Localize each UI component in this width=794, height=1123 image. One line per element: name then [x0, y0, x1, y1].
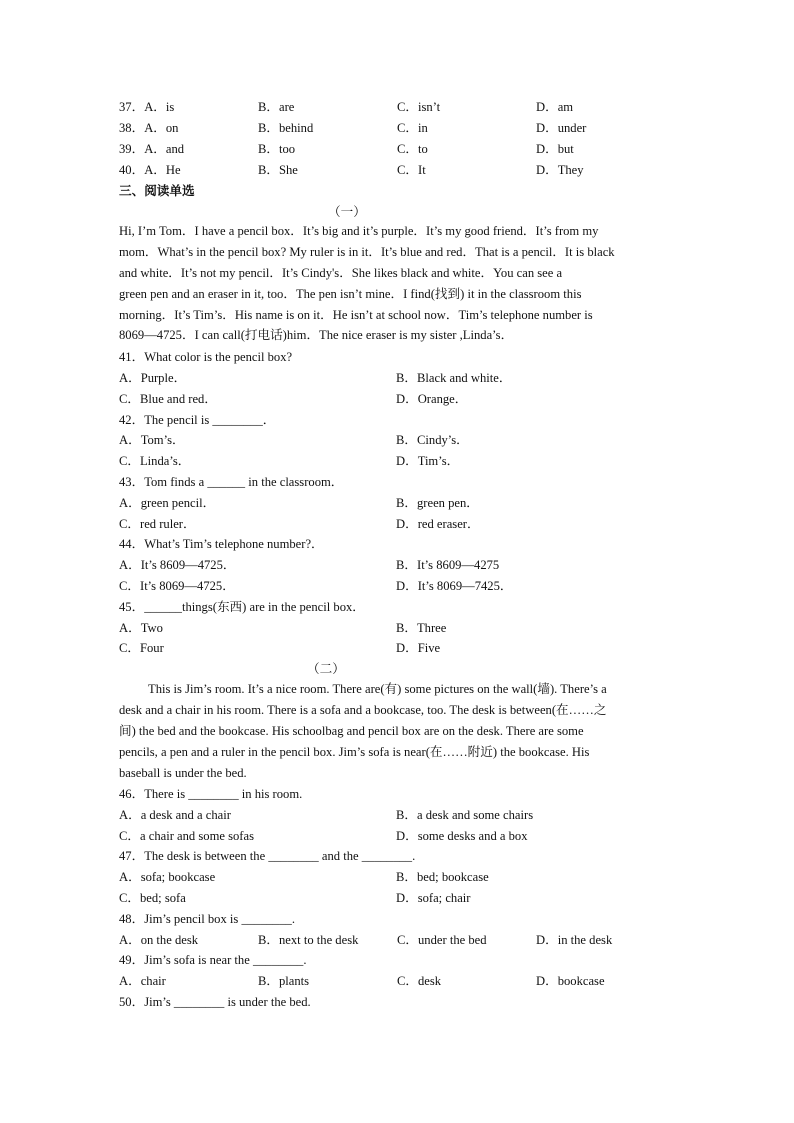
option-c: C．Four [119, 641, 164, 655]
passage-line: 间) the bed and the bookcase. His schoolbag and pencil box are on the desk. There are some [119, 723, 584, 738]
option-c: C．to [397, 142, 428, 156]
passage-line: mom．What’s in the pencil box? My ruler is in it．It’s blue and red．That is a pencil．It is black [119, 244, 615, 259]
option-a: A．chair [119, 974, 166, 988]
option-c: C．red ruler． [119, 517, 196, 531]
option-b: B．Black and white． [396, 371, 512, 385]
option-d: D．Five [396, 641, 441, 655]
part1-title: （一） [328, 205, 366, 219]
option-d: D．some desks and a box [396, 829, 528, 843]
passage-line: This is Jim’s room. It’s a nice room. There are(有) some pictures on the wall(墙). There’s a [148, 682, 607, 696]
section-heading: 三、阅读单选 [119, 183, 195, 198]
question-43-stem: 43．Tom finds a ______ in the classroom． [119, 475, 344, 489]
question-47-stem: 47．The desk is between the ________ and the ________. [119, 849, 416, 863]
option-a: A．It’s 8609—4725． [119, 558, 236, 572]
option-b: B．Cindy’s． [396, 433, 469, 447]
passage-line: and white．It’s not my pencil．It’s Cindy's．She likes black and white．You can see a [119, 265, 563, 280]
question-42-stem: 42．The pencil is ________． [119, 413, 276, 427]
question-number-option-a: 39．A．and [119, 142, 185, 156]
option-b: B．plants [258, 974, 310, 988]
question-45-stem: 45．______things(东西) are in the pencil box． [119, 600, 365, 614]
passage-line: pencils, a pen and a ruler in the pencil box. Jim’s sofa is near(在……附近) the bookcase. His [119, 744, 590, 759]
passage-line: Hi, I’m Tom．I have a pencil box．It’s big and it’s purple．It’s my good friend．It’s from my [119, 224, 599, 238]
option-a: A．Two [119, 621, 163, 635]
option-a: A．green pencil． [119, 496, 216, 510]
part1-passage [119, 221, 675, 346]
option-c: C．desk [397, 974, 442, 988]
option-d: D．under [536, 121, 587, 135]
option-d: D．in the desk [536, 933, 613, 947]
option-b: B．behind [258, 121, 314, 135]
option-a: A．a desk and a chair [119, 808, 231, 822]
option-c: C．Blue and red． [119, 392, 217, 406]
option-a: A．Purple． [119, 371, 187, 385]
question-number-option-a: 38．A．on [119, 121, 179, 135]
option-c: C．It [397, 163, 426, 177]
option-d: D．They [536, 163, 584, 177]
option-d: D．Tim’s． [396, 454, 460, 468]
option-d: D．bookcase [536, 974, 605, 988]
option-b: B．She [258, 163, 298, 177]
passage-line: baseball is under the bed. [119, 765, 247, 780]
question-46-stem: 46．There is ________ in his room. [119, 787, 303, 801]
option-d: D．sofa; chair [396, 891, 471, 905]
option-d: D．red eraser． [396, 517, 480, 531]
option-b: B．a desk and some chairs [396, 808, 534, 822]
question-44-stem: 44．What’s Tim’s telephone number?． [119, 537, 324, 551]
option-c: C．in [397, 121, 428, 135]
option-a: A．Tom’s． [119, 433, 185, 447]
option-b: B．It’s 8609—4275 [396, 558, 500, 572]
option-c: C．a chair and some sofas [119, 829, 254, 843]
option-b: B．too [258, 142, 296, 156]
passage-line: morning．It’s Tim’s．His name is on it．He isn’t at school now．Tim’s telephone number is [119, 307, 593, 322]
passage-line: 8069—4725．I can call(打电话)him．The nice eraser is my sister ,Linda’s． [119, 328, 514, 343]
option-d: D．but [536, 142, 574, 156]
option-b: B．Three [396, 621, 447, 635]
option-b: B．bed; bookcase [396, 870, 489, 884]
passage-line: green pen and an eraser in it, too．The pen isn’t mine．I find(找到) it in the classroom this [119, 286, 582, 301]
option-b: B．are [258, 100, 295, 114]
question-41-stem: 41．What color is the pencil box? [119, 350, 293, 364]
option-d: D．am [536, 100, 574, 114]
option-c: C．Linda’s． [119, 454, 191, 468]
option-c: C．bed; sofa [119, 891, 186, 905]
option-c: C．under the bed [397, 933, 487, 947]
option-a: A．sofa; bookcase [119, 870, 216, 884]
part2-title: （二） [307, 662, 345, 676]
option-d: D．Orange． [396, 392, 468, 406]
question-number-option-a: 40．A．He [119, 163, 181, 177]
question-number-option-a: 37．A．is [119, 100, 175, 114]
passage-line: desk and a chair in his room. There is a sofa and a bookcase, too. The desk is between(在……之 [119, 702, 607, 717]
option-c: C．isn’t [397, 100, 441, 114]
option-a: A．on the desk [119, 933, 199, 947]
option-c: C．It’s 8069—4725． [119, 579, 235, 593]
question-49-stem: 49．Jim’s sofa is near the ________. [119, 953, 307, 967]
option-b: B．next to the desk [258, 933, 359, 947]
part2-passage [119, 679, 675, 783]
option-b: B．green pen． [396, 496, 479, 510]
question-48-stem: 48．Jim’s pencil box is ________. [119, 912, 295, 926]
question-50-stem: 50．Jim’s ________ is under the bed. [119, 995, 311, 1009]
option-d: D．It’s 8069—7425． [396, 579, 513, 593]
